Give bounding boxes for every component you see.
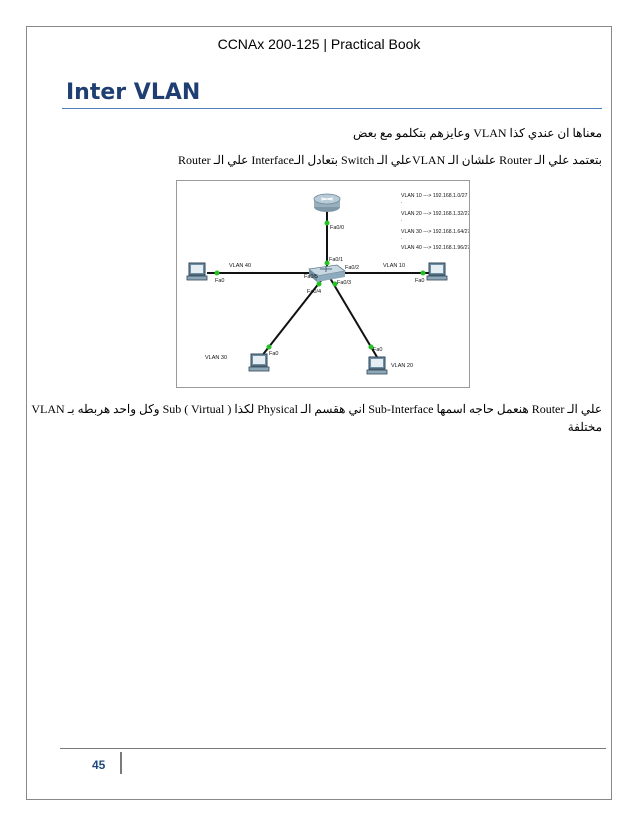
network-diagram (176, 180, 470, 388)
label-pc10-fa0: Fa0 (415, 278, 425, 284)
vlan-line-1: VLAN 10 ---> 192.168.1.0/27 (401, 193, 468, 199)
label-vlan30: VLAN 30 (205, 355, 228, 361)
paragraph-1: معناها ان عندي كذا VLAN وعايزهم بتكلمو مع بعض (352, 126, 602, 140)
page-header: CCNAx 200-125 | Practical Book (217, 36, 421, 52)
label-vlan40: VLAN 40 (229, 263, 252, 269)
vlan-line-2: VLAN 20 ---> 192.168.1.32/27 (401, 211, 469, 217)
vlan-address-list (401, 193, 469, 251)
label-pc20-fa0: Fa0 (373, 347, 383, 353)
topology-svg (177, 181, 469, 387)
title-underline (62, 108, 602, 109)
label-router-fa00: Fa0/0 (330, 225, 345, 231)
label-vlan20: VLAN 20 (391, 363, 414, 369)
label-pc40-fa0: Fa0 (215, 278, 225, 284)
pc-vlan20-icon (367, 357, 387, 374)
section-title: Inter VLAN (66, 80, 201, 105)
paragraph-3: علي الـ Router هنعمل حاجه اسمها Sub-Interface اني هقسم الـ Physical لكذا Sub ( Virtual ) وكل واحد هربطه بـ VLAN (31, 402, 602, 416)
pc-vlan40-icon (187, 263, 207, 280)
router-icon (314, 194, 340, 212)
label-pc30-fa0: Fa0 (269, 351, 279, 357)
label-sw-fa05: Fa0/5 (304, 274, 319, 280)
paragraph-2: بتعتمد علي الـ Router علشان الـ VLANعلي الـ Switch بتعادل الـInterface علي الـ Router (178, 153, 602, 167)
page-number-divider (120, 752, 122, 774)
pc-vlan30-icon (249, 354, 269, 371)
vlan-line-4: VLAN 40 ---> 192.168.1.96/27 (401, 245, 469, 251)
label-vlan10: VLAN 10 (383, 263, 406, 269)
label-sw-fa04: Fa0/4 (307, 289, 322, 295)
vlan-line-3: VLAN 30 ---> 192.168.1.64/27 (401, 229, 469, 235)
page-number: 45 (92, 758, 106, 772)
label-sw-fa02: Fa0/2 (345, 265, 360, 271)
vlan-line-dot-2: . (401, 217, 403, 223)
label-sw-fa03: Fa0/3 (337, 280, 352, 286)
pc-vlan10-icon (427, 263, 447, 280)
vlan-line-dot-1: . (401, 199, 403, 205)
paragraph-4: مختلفة (567, 420, 602, 434)
footer-rule (60, 748, 606, 749)
label-sw-fa01: Fa0/1 (329, 257, 344, 263)
vlan-line-dot-3: . (401, 235, 403, 241)
